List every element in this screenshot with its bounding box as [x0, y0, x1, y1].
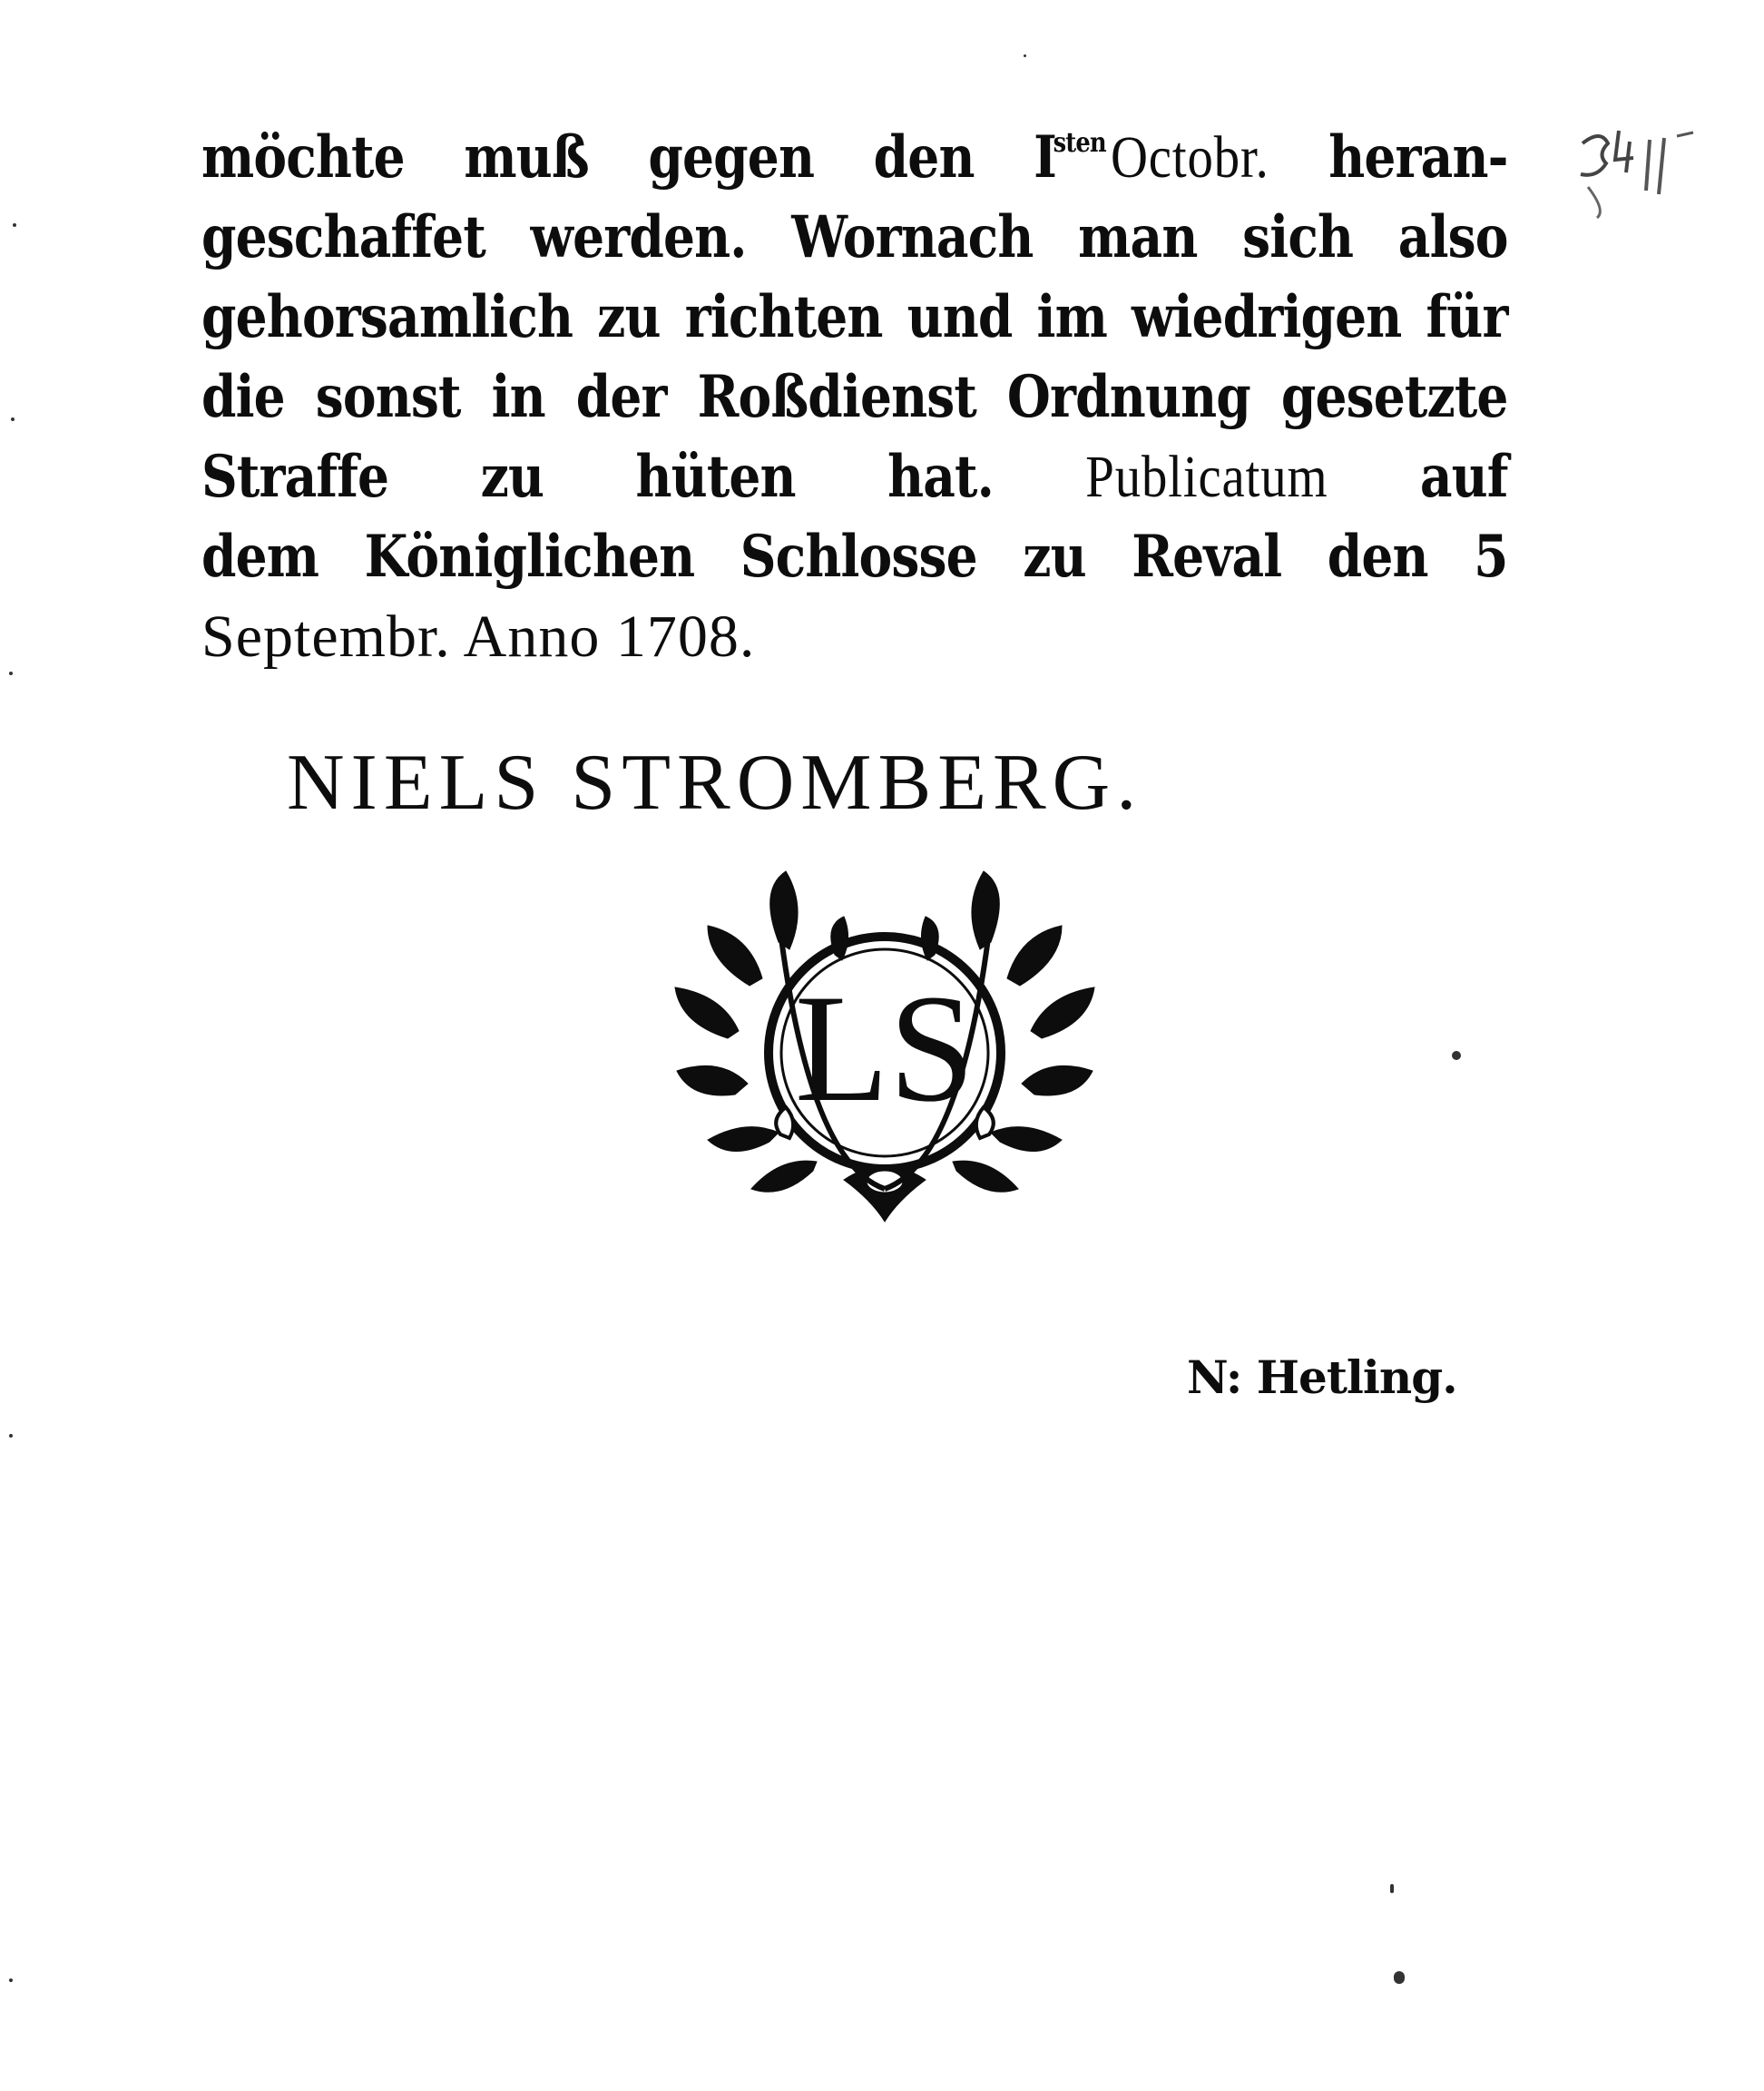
word: Reval: [1132, 523, 1282, 591]
scan-speck: [1024, 54, 1026, 57]
word: möchte: [201, 123, 405, 191]
word: und: [906, 283, 1013, 351]
scan-speck: [1452, 1051, 1461, 1060]
word: sonst: [315, 363, 461, 431]
word: in: [491, 363, 545, 431]
scan-speck: [9, 1434, 13, 1438]
word: I: [1034, 123, 1057, 191]
month-word: Octobr.: [1110, 124, 1269, 191]
scan-speck: [1390, 1884, 1394, 1893]
word: Roßdienst: [697, 363, 976, 431]
word: Königlichen: [364, 523, 695, 591]
word: zu: [480, 443, 544, 511]
word: sich: [1242, 203, 1354, 271]
word: die: [201, 363, 285, 431]
word: gehorsamlich: [201, 283, 573, 351]
word: den: [873, 123, 975, 191]
word: geschaffet: [201, 203, 485, 271]
word: man: [1078, 203, 1198, 271]
text-line-1: [201, 123, 1508, 203]
word: im: [1036, 283, 1107, 351]
word: Ordnung: [1006, 363, 1250, 431]
word: gesetzte: [1280, 363, 1508, 431]
word: heran-: [1328, 123, 1508, 191]
seal-monogram: LS: [794, 963, 975, 1134]
word: der: [575, 363, 667, 431]
handwritten-shelfmark-icon: [1570, 123, 1706, 223]
word: richten: [684, 283, 883, 351]
word: Publicatum: [1085, 444, 1328, 510]
laurel-wreath-seal-icon: [671, 862, 1098, 1225]
word: Straffe: [201, 443, 389, 511]
word: dem: [201, 523, 319, 591]
word: zu: [1023, 523, 1086, 591]
scan-speck: [11, 417, 15, 421]
word: 5: [1474, 523, 1508, 591]
word: Wornach: [791, 203, 1034, 271]
date-line: Septembr. Anno 1708.: [201, 604, 756, 670]
printer-name: N: Hetling.: [1187, 1350, 1457, 1404]
text-line-2: [201, 203, 1508, 283]
word: gegen: [648, 123, 815, 191]
word: den: [1327, 523, 1428, 591]
word: Schlosse: [740, 523, 977, 591]
signer-name: NIELS STROMBERG.: [287, 739, 1143, 827]
text-line-6: [201, 523, 1508, 603]
scan-speck: [9, 672, 13, 675]
scan-speck: [13, 223, 16, 227]
word: hüten: [635, 443, 796, 511]
text-line-4: [201, 363, 1508, 443]
scan-speck: [1394, 1971, 1405, 1984]
text-line-3: [201, 283, 1508, 363]
word: hat.: [887, 443, 994, 511]
date-ordinal: [1034, 123, 1269, 192]
word: muß: [464, 123, 589, 191]
scan-speck: [9, 1978, 13, 1982]
word: werden.: [530, 203, 747, 271]
word: auf: [1419, 443, 1508, 511]
proclamation-text: [201, 123, 1508, 682]
text-line-5: [201, 443, 1508, 523]
word: zu: [597, 283, 661, 351]
word: also: [1397, 203, 1508, 271]
word: für: [1426, 283, 1508, 351]
word: wiedrigen: [1131, 283, 1402, 351]
superscript-ordinal: sten: [1053, 127, 1106, 159]
